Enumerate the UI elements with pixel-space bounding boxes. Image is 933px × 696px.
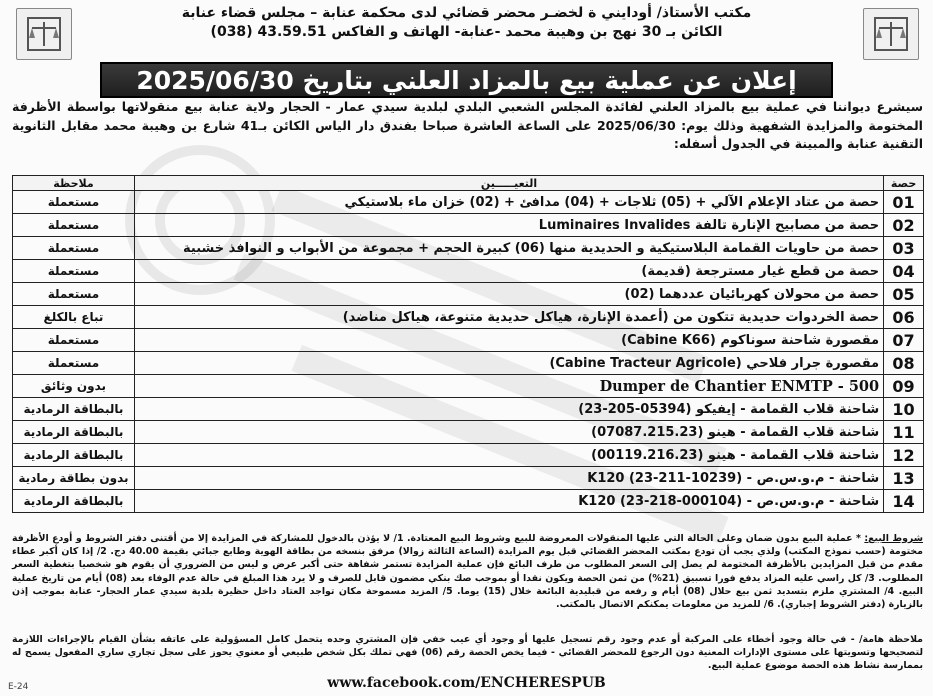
lot-description: حصة من حاويات القمامة البلاستيكية و الحديدية منها (06) كبيرة الحجم + مجموعة من الأبواب و النوافذ خشبية — [134, 237, 883, 260]
table-row — [13, 421, 924, 444]
lot-number: 05 — [884, 283, 924, 306]
table-row — [13, 375, 924, 398]
lot-number: 10 — [884, 398, 924, 421]
lots-table — [12, 175, 924, 513]
lot-description: حصة الخردوات حديدية تتكون من (أعمدة الإنارة، هياكل حديدية متنوعة، هياكل مناضد) — [134, 306, 883, 329]
table-row — [13, 490, 924, 513]
lot-note: تباع بالكلغ — [13, 306, 135, 329]
header-lot: حصة — [884, 176, 924, 191]
lot-number: 13 — [884, 467, 924, 490]
lot-number: 04 — [884, 260, 924, 283]
table-row — [13, 444, 924, 467]
announcement-title-banner — [100, 62, 833, 98]
lot-description: شاحنة قلاب القمامة - هينو (00119.216.23) — [134, 444, 883, 467]
table-row — [13, 283, 924, 306]
office-seal-icon-left — [16, 8, 72, 60]
lot-note: بالبطاقة الرمادية — [13, 444, 135, 467]
page-reference: E-24 — [8, 682, 29, 692]
lot-description: مقصورة جرار فلاحي (Cabine Tracteur Agricole) — [134, 352, 883, 375]
header-office-line: مكتب الأستاذ/ أودايني ة لخضـر محضر قضائي لدى محكمة عنابة – مجلس قضاء عنابة — [181, 5, 752, 21]
lot-number: 11 — [884, 421, 924, 444]
lot-note: بالبطاقة الرمادية — [13, 490, 135, 513]
sale-conditions — [12, 532, 923, 611]
table-row — [13, 214, 924, 237]
lot-number: 09 — [884, 375, 924, 398]
lot-number: 14 — [884, 490, 924, 513]
intro-paragraph: سيشرع ديواننا في عملية بيع بالمزاد العلني لفائدة المجلس الشعبي البلدي لبلدية سيدي عمار - الحجار ولاية عنابة بيع منقولاتها بواسطة الأظرفة المختومة والمزايدة الشفهية وذلك يوم: 2025/06/30 على الساعة العاشرة صباحا بفندق دار الياس الكائن بـ41 شارع بن وهيبة محمد مقابل الثانوية التقنية عنابة والمبينة في الجدول أسفله: — [12, 99, 923, 151]
header-note: ملاحظة — [13, 176, 135, 191]
lot-number: 12 — [884, 444, 924, 467]
important-note-text: - في حالة وجود أخطاء على المركبة أو عدم وجود رقم تسجيل عليها أو وجود أي عيب خفي فإن المشتري وحده يتحمل كامل المسؤولية على عاتقه بشأن القيام بالإجراءات اللازمة لتصحيحها وتسويتها على مستوى الإدارات المعنية دون الرجوع للمحضر القضائي - فيما يخص الحصة رقم (06) فهي تملك بكل شخص طبيعي أو معنوي يحوز على سجل تجاري ساري المفعول يسمح له بممارسة نشاط هذه الحصة موضوع عملية البيع. — [12, 634, 923, 671]
lot-number: 03 — [884, 237, 924, 260]
lot-note: مستعملة — [13, 283, 135, 306]
header-address-line: الكائن بـ 30 نهج بن وهيبة محمد -عنابة- الهاتف و الفاكس 43.59.51 (038) — [210, 24, 723, 40]
lot-note: بدون وثائق — [13, 375, 135, 398]
sale-conditions-label: شروط البيع: — [864, 533, 923, 544]
lot-note: مستعملة — [13, 237, 135, 260]
lot-description: حصة من محولان كهربائيان عددهما (02) — [134, 283, 883, 306]
announcement-title: إعلان عن عملية بيع بالمزاد العلني بتاريخ 2025/06/30 — [136, 65, 797, 95]
lot-note: مستعملة — [13, 352, 135, 375]
lot-number: 07 — [884, 329, 924, 352]
lot-number: 01 — [884, 191, 924, 214]
table-row — [13, 237, 924, 260]
table-row — [13, 398, 924, 421]
important-note — [12, 633, 923, 672]
lot-description: شاحنة قلاب القمامة - هينو (07087.215.23) — [134, 421, 883, 444]
lot-number: 06 — [884, 306, 924, 329]
lot-note: مستعملة — [13, 191, 135, 214]
lot-description: Dumper de Chantier ENMTP - 500 — [134, 375, 883, 398]
lot-description: حصة من مصابيح الإنارة تالفة Luminaires Invalides — [134, 214, 883, 237]
lot-note: مستعملة — [13, 329, 135, 352]
table-row — [13, 260, 924, 283]
table-row — [13, 329, 924, 352]
letterhead — [0, 0, 933, 62]
header-description: التعيـــــين — [134, 176, 883, 191]
lot-number: 08 — [884, 352, 924, 375]
table-header-row — [13, 176, 924, 191]
lot-description: شاحنة قلاب القمامة - إيفيكو (05394-205-23) — [134, 398, 883, 421]
lot-number: 02 — [884, 214, 924, 237]
lot-note: بدون بطاقة رمادية — [13, 467, 135, 490]
footer — [0, 672, 933, 694]
table-row — [13, 467, 924, 490]
lot-note: بالبطاقة الرمادية — [13, 398, 135, 421]
office-seal-icon-right — [863, 8, 919, 60]
lot-note: مستعملة — [13, 260, 135, 283]
facebook-page-link[interactable]: www.facebook.com/ENCHERESPUB — [327, 675, 606, 691]
lot-note: بالبطاقة الرمادية — [13, 421, 135, 444]
table-row — [13, 191, 924, 214]
lot-description: حصة من عتاد الإعلام الآلي + (05) ثلاجات + (04) مدافئ + (02) خزان ماء بلاستيكي — [134, 191, 883, 214]
lot-description: شاحنة - م.و.س.ص - (K120 (23-218-000104 — [134, 490, 883, 513]
lot-note: مستعملة — [13, 214, 135, 237]
table-row — [13, 352, 924, 375]
table-row — [13, 306, 924, 329]
lot-description: حصة من قطع غيار مسترجعة (قديمة) — [134, 260, 883, 283]
sale-conditions-text: * عملية البيع بدون ضمان وعلى الحالة التي عليها المنقولات المعروضة للبيع وشروط البيع المعتادة. 1/ لا يؤذن بالدخول للمشاركة في المزايدة إلا من أقتنى دفتر الشروط و أودع الأظرفة مختومة (حسب نموذج المكتب) ولذي يجب أن تودع بمكتب المحضر القضائي قبل يوم المزايدة (الساعة الثالثة زوالا) مرفق بنسخه من بطاقة الهوية وطابع جبائي بقيمة 40.00 دج. 2/ إذا كان أكبر عطاء مقدم من قبل المزايدين بالأظرفة المختومة لم يصل إلى السعر المطلوب من طرف البائع فإن عملية المزايدة تستمر شفاهة حتى أكبر عرض و ليس من الضروري أن يقوم هو شخصيا بتغطية السعر المطلوب. 3/ كل راسي عليه المزاد يدفع فورا تسبيق (21%) من ثمن الحصة ويكون نقدا أو بموجب صك بنكي مضمون قابل للصرف و لا يرد هذا المبلغ في حالة عدم الوفاء بعد (08) أيام من تاريخ عملية البيع. 4/ المشتري ملزم بتسديد ثمن بيع حلال (08) أيام و رفعه من قبليدية البائعة خلال (15) يوما. 5/ المزيد مسموحة مكان تواجد العتاد داخل حظيرة بلدية سيدي عمار الحجار- عنابة بموجب إذن بالزيارة (دفتر الشروط إجباري). 6/ للمزيد من معلومات يمكنكم الاتصال بالمكتب. — [12, 533, 924, 611]
lot-description: مقصورة شاحنة سوناكوم (Cabine K66) — [134, 329, 883, 352]
lot-description: شاحنة - م.و.س.ص - (K120 (23-211-10239 — [134, 467, 883, 490]
important-note-label: ملاحظة هامة/ — [859, 634, 923, 645]
